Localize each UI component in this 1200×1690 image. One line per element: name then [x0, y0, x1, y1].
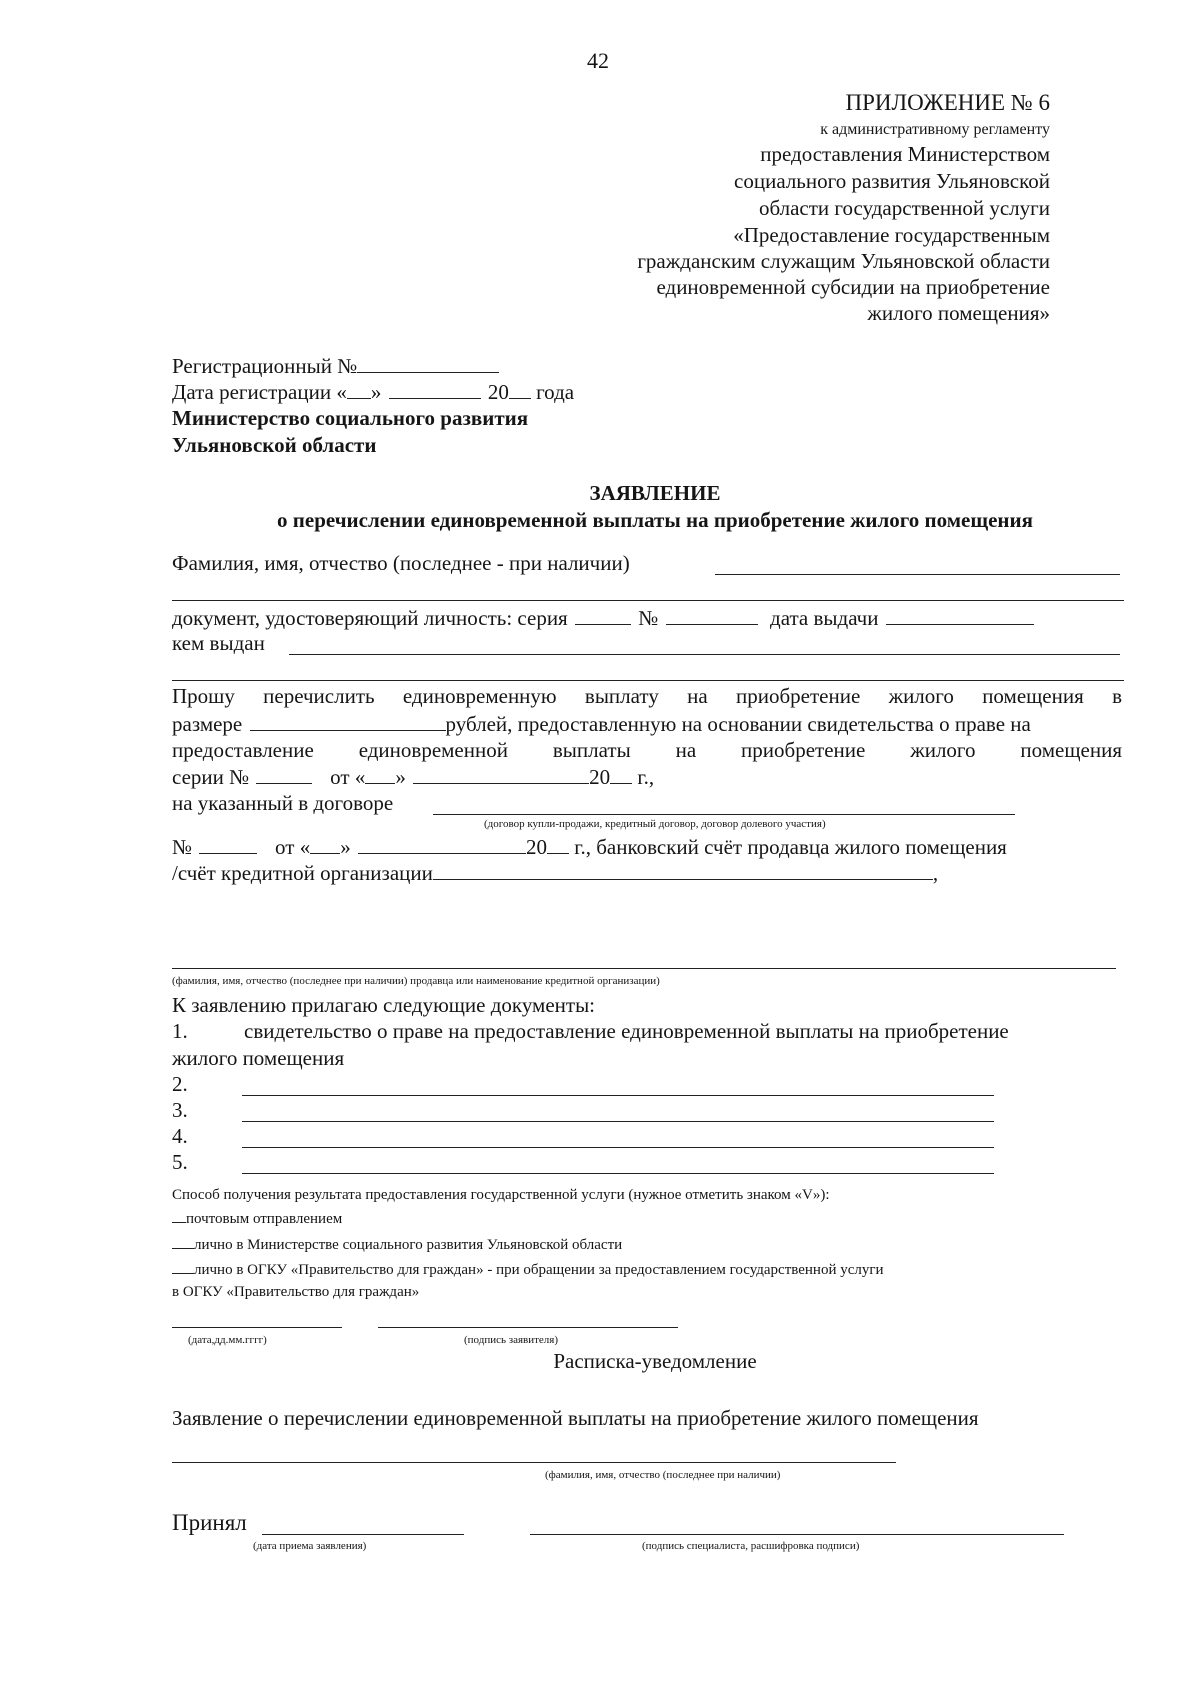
specialist-signature-field[interactable]	[530, 1534, 1064, 1535]
contract-number-sign: №	[172, 835, 193, 859]
registration-date-close: »	[370, 380, 382, 404]
registration-month-field[interactable]	[389, 378, 481, 399]
registration-date-label: Дата регистрации «	[172, 380, 347, 404]
seller-caption: (фамилия, имя, отчество (последнее при наличии) продавца или наименование кредитной организации)	[172, 975, 660, 987]
delivery-option-ministry	[172, 1234, 622, 1254]
application-date-field[interactable]	[172, 1327, 342, 1328]
request-word: помещения	[1020, 738, 1122, 762]
contract-caption: (договор купли-продажи, кредитный договор, договор долевого участия)	[484, 818, 826, 830]
registration-year-suffix: года	[536, 380, 575, 404]
contract-number-row	[172, 833, 1007, 860]
registration-day-field[interactable]	[347, 378, 371, 399]
delivery-ministry-checkbox[interactable]	[172, 1234, 194, 1249]
attachment-1-number: 1.	[172, 1019, 188, 1043]
certificate-quote-close: »	[395, 765, 406, 789]
document-series-field[interactable]	[575, 604, 631, 625]
document-number-sign: №	[638, 606, 659, 630]
appendix-line-2: предоставления Министерством	[760, 142, 1050, 166]
applicant-signature-field[interactable]	[378, 1327, 678, 1328]
issue-date-field[interactable]	[886, 604, 1034, 625]
registration-date-row	[172, 378, 574, 405]
certificate-year-field[interactable]	[610, 763, 632, 784]
credit-org-row	[172, 859, 938, 886]
delivery-ogku-label: лично в ОГКУ «Правительство для граждан» - при обращении за предоставлением государственной услуги	[194, 1262, 884, 1278]
contract-field[interactable]	[433, 814, 1015, 815]
request-word: помещения	[982, 684, 1084, 708]
receipt-statement: Заявление о перечислении единовременной выплаты на приобретение жилого помещения	[172, 1406, 979, 1430]
fio-field[interactable]	[715, 574, 1120, 575]
attachment-1-text: свидетельство о праве на предоставление единовременной выплаты на приобретение	[244, 1019, 1009, 1043]
fio-label: Фамилия, имя, отчество (последнее - при наличии)	[172, 551, 630, 575]
contract-year-prefix: 20	[525, 835, 547, 859]
registration-number-field[interactable]	[357, 352, 499, 373]
amount-label: размере	[172, 712, 243, 736]
certificate-day-field[interactable]	[365, 763, 395, 784]
credit-org-comma: ,	[932, 861, 939, 885]
applicant-signature-caption: (подпись заявителя)	[464, 1334, 559, 1346]
contract-year-field[interactable]	[547, 833, 569, 854]
receipt-title: Расписка-уведомление	[553, 1349, 757, 1373]
statement-subtitle: о перечислении единовременной выплаты на приобретение жилого помещения	[277, 508, 1033, 532]
request-word: на	[687, 684, 708, 708]
appendix-title: ПРИЛОЖЕНИЕ № 6	[845, 90, 1050, 115]
page-number: 42	[587, 48, 609, 73]
contract-label: на указанный в договоре	[172, 791, 394, 815]
delivery-mail-checkbox[interactable]	[172, 1208, 186, 1223]
receipt-fio-field[interactable]	[172, 1462, 896, 1463]
acceptance-date-caption: (дата приема заявления)	[253, 1540, 367, 1552]
registration-year-prefix: 20	[487, 380, 509, 404]
appendix-line-1: к административному регламенту	[820, 121, 1050, 138]
certificate-series-row	[172, 763, 654, 790]
certificate-year-prefix: 20	[589, 765, 611, 789]
identity-document-row	[172, 604, 1036, 631]
appendix-line-7: единовременной субсидии на приобретение	[656, 275, 1050, 299]
certificate-month-field[interactable]	[413, 763, 589, 784]
attachment-2-field[interactable]	[242, 1095, 994, 1096]
attachment-1-continuation: жилого помещения	[172, 1046, 345, 1070]
specialist-signature-caption: (подпись специалиста, расшифровка подписи)	[642, 1540, 860, 1552]
request-word: жилого	[888, 684, 954, 708]
attachment-4-field[interactable]	[242, 1147, 994, 1148]
receipt-fio-caption: (фамилия, имя, отчество (последнее при наличии)	[545, 1469, 781, 1481]
seller-name-field[interactable]	[172, 968, 1116, 969]
delivery-ministry-label: лично в Министерстве социального развития Ульяновской области	[194, 1237, 623, 1253]
attachment-3-number: 3.	[172, 1098, 188, 1122]
ministry-line-2: Ульяновской области	[172, 433, 377, 457]
registration-number-row	[172, 352, 499, 379]
request-word: Прошу	[172, 684, 235, 708]
request-line-3	[172, 737, 1122, 763]
attachments-intro: К заявлению прилагаю следующие документы:	[172, 993, 596, 1017]
attachment-5-field[interactable]	[242, 1173, 994, 1174]
identity-document-label: документ, удостоверяющий личность: серия	[172, 606, 568, 630]
issued-by-label: кем выдан	[172, 631, 265, 655]
credit-org-field[interactable]	[433, 859, 933, 880]
attachment-4-number: 4.	[172, 1124, 188, 1148]
contract-quote-close: »	[340, 835, 351, 859]
ministry-line-1: Министерство социального развития	[172, 406, 529, 430]
certificate-year-suffix: г.,	[637, 765, 655, 789]
appendix-line-6: гражданским служащим Ульяновской области	[637, 249, 1050, 273]
credit-org-label: /счёт кредитной организации	[172, 861, 433, 885]
appendix-line-5: «Предоставление государственным	[733, 223, 1050, 247]
amount-field[interactable]	[250, 710, 446, 731]
request-word: единовременной	[358, 738, 508, 762]
request-word: единовременную	[402, 684, 557, 708]
delivery-option-ogku	[172, 1259, 884, 1279]
accepted-label: Принял	[172, 1510, 247, 1535]
issued-by-field-line-2[interactable]	[172, 680, 1124, 681]
attachment-2-number: 2.	[172, 1072, 188, 1096]
request-word: перечислить	[263, 684, 375, 708]
request-word: на	[675, 738, 697, 762]
request-line-1	[172, 683, 1122, 709]
series-label: серии №	[172, 765, 250, 789]
request-word: выплаты	[552, 738, 631, 762]
appendix-line-4: области государственной услуги	[758, 196, 1050, 220]
contract-number-field[interactable]	[199, 833, 257, 854]
request-line-2	[172, 710, 1031, 737]
request-word: приобретение	[741, 738, 866, 762]
delivery-ogku-checkbox[interactable]	[172, 1259, 194, 1274]
delivery-title: Способ получения результата предоставления государственной услуги (нужное отметить знаком «V»):	[172, 1187, 830, 1203]
attachment-5-number: 5.	[172, 1150, 188, 1174]
issue-date-label: дата выдачи	[770, 606, 879, 630]
bank-account-text: г., банковский счёт продавца жилого помещения	[574, 835, 1007, 859]
statement-title: ЗАЯВЛЕНИЕ	[589, 481, 721, 505]
request-word: в	[1112, 684, 1122, 708]
fio-field-line-2[interactable]	[172, 600, 1124, 601]
delivery-option-mail	[172, 1208, 342, 1228]
contract-from-label: от «	[275, 835, 311, 859]
application-date-caption: (дата,дд.мм.гггг)	[188, 1334, 267, 1346]
request-line-2-text: рублей, предоставленную на основании свидетельства о праве на	[445, 712, 1031, 736]
contract-day-field[interactable]	[310, 833, 340, 854]
delivery-option-ogku-continuation: в ОГКУ «Правительство для граждан»	[172, 1284, 420, 1300]
certificate-from-label: от «	[330, 765, 366, 789]
registration-number-label: Регистрационный №	[172, 354, 358, 378]
certificate-series-field[interactable]	[256, 763, 312, 784]
request-word: предоставление	[172, 738, 314, 762]
request-word: выплату	[584, 684, 659, 708]
delivery-mail-label: почтовым отправлением	[186, 1211, 343, 1227]
appendix-line-3: социального развития Ульяновской	[734, 169, 1050, 193]
document-number-field[interactable]	[666, 604, 758, 625]
issued-by-field[interactable]	[289, 654, 1120, 655]
request-word: приобретение	[735, 684, 861, 708]
request-word: жилого	[910, 738, 976, 762]
contract-month-field[interactable]	[358, 833, 526, 854]
attachment-3-field[interactable]	[242, 1121, 994, 1122]
acceptance-date-field[interactable]	[262, 1534, 464, 1535]
registration-year-field[interactable]	[509, 378, 531, 399]
appendix-line-8: жилого помещения»	[867, 301, 1050, 325]
